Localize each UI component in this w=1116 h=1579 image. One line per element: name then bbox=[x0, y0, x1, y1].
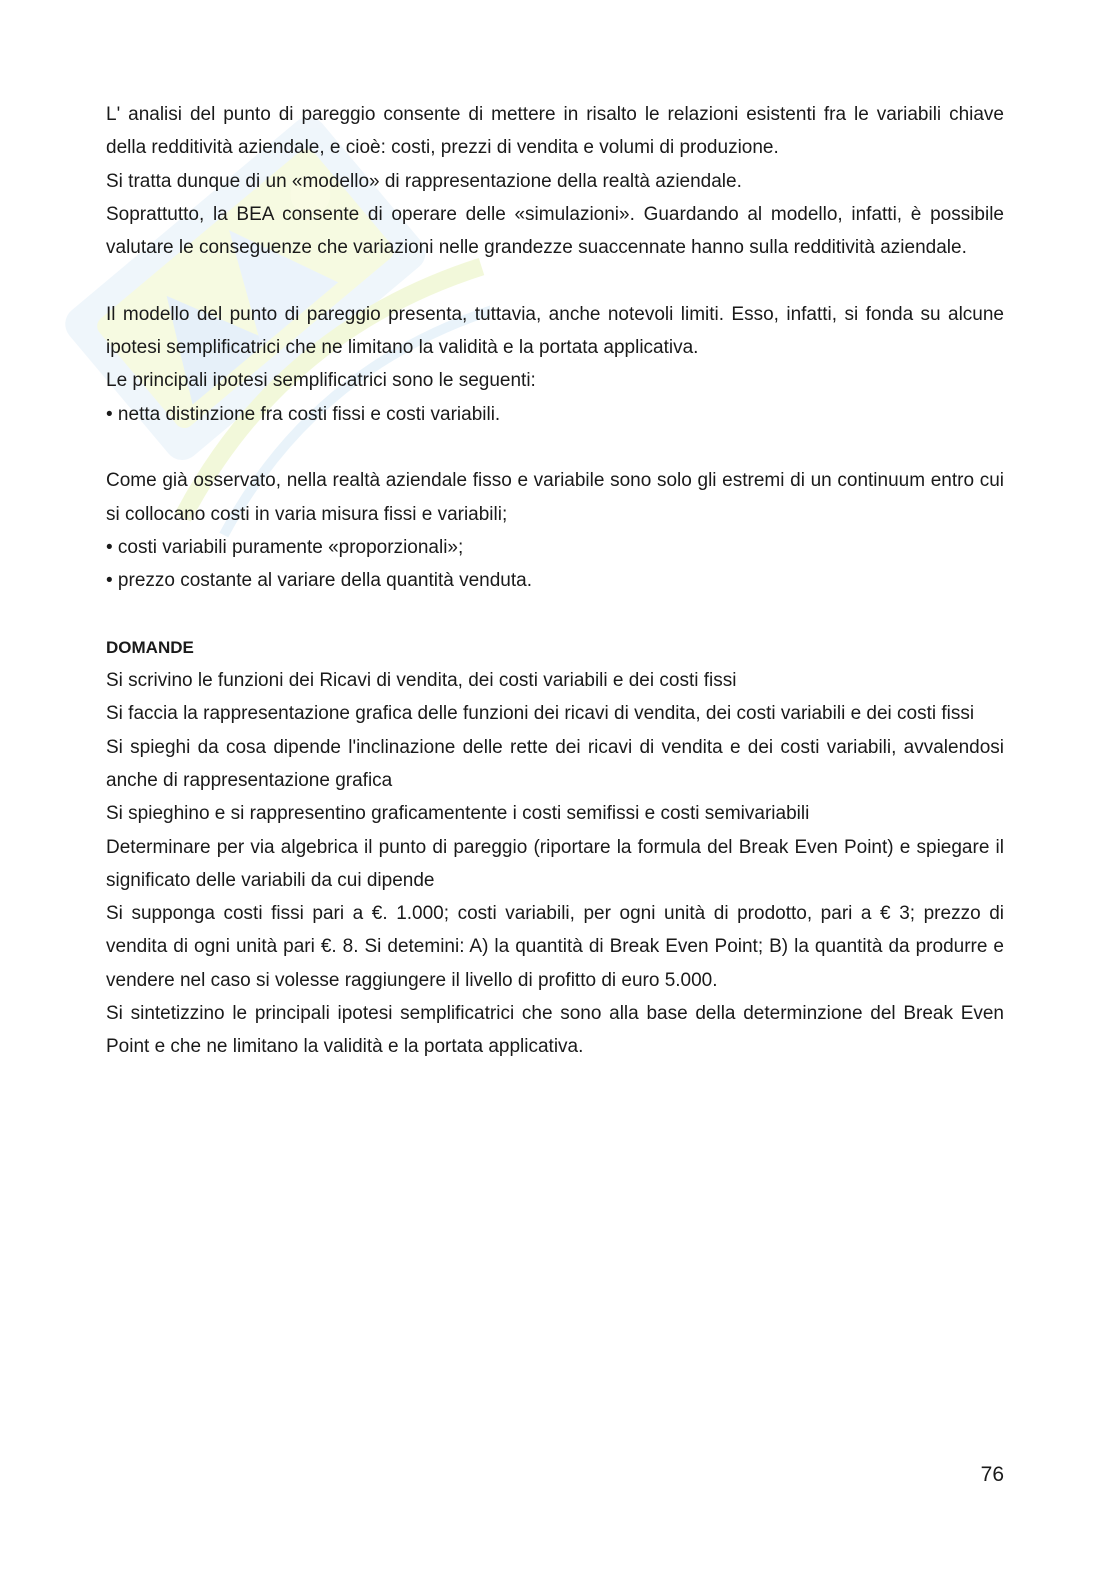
paragraph-ipotesi-intro: Le principali ipotesi semplificatrici sono le seguenti: bbox=[106, 370, 536, 392]
paragraph-modello: Si tratta dunque di un «modello» di rappresentazione della realtà aziendale. bbox=[106, 170, 742, 192]
domanda-item: Si supponga costi fissi pari a €. 1.000; costi variabili, per ogni unità di prodotto, pari a € 3; prezzo di vendita di ogni unità pari €. 8. Si detemini: A) la quantità di Break Even Point; B) la quantità da produrre e vendere nel caso si volesse raggiungere il livello di profitto di euro 5.000. bbox=[106, 903, 1004, 991]
document-body bbox=[106, 98, 1004, 1064]
domanda-item: Si faccia la rappresentazione grafica delle funzioni dei ricavi di vendita, dei costi variabili e dei costi fissi bbox=[106, 703, 975, 725]
domanda-item: Si scrivino le funzioni dei Ricavi di vendita, dei costi variabili e dei costi fissi bbox=[106, 670, 737, 692]
domanda-item: Determinare per via algebrica il punto di pareggio (riportare la formula del Break Even Point) e spiegare il significato delle variabili da cui dipende bbox=[106, 836, 1004, 891]
paragraph-gap bbox=[106, 264, 1004, 297]
paragraph-simulazioni: Soprattutto, la BEA consente di operare delle «simulazioni». Guardando al modello, infatti, è possibile valutare le conseguenze che variazioni nelle grandezze suaccennate hanno sulla redditività aziendale. bbox=[106, 203, 1004, 259]
bullet-costi-fissi-variabili: • netta distinzione fra costi fissi e costi variabili. bbox=[106, 403, 501, 425]
bullet-prezzo-costante: • prezzo costante al variare della quantità venduta. bbox=[106, 570, 532, 592]
paragraph-analisi: L' analisi del punto di pareggio consente di mettere in risalto le relazioni esistenti fra le variabili chiave della redditività aziendale, e cioè: costi, prezzi di vendita e volumi di produzione. bbox=[106, 104, 1004, 159]
paragraph-gap bbox=[106, 431, 1004, 464]
domanda-item: Si spieghi da cosa dipende l'inclinazione delle rette dei ricavi di vendita e dei costi variabili, avvalendosi anche di rappresentazione grafica bbox=[106, 736, 1004, 791]
bullet-costi-proporzionali: • costi variabili puramente «proporzionali»; bbox=[106, 536, 464, 558]
paragraph-limiti: Il modello del punto di pareggio presenta, tuttavia, anche notevoli limiti. Esso, infatti, si fonda su alcune ipotesi semplificatrici che ne limitano la validità e la portata applicativa. bbox=[106, 303, 1004, 359]
paragraph-gap bbox=[106, 597, 1004, 630]
paragraph-continuum: Come già osservato, nella realtà aziendale fisso e variabile sono solo gli estremi di un continuum entro cui si collocano costi in varia misura fissi e variabili; bbox=[106, 470, 1004, 525]
domanda-item: Si spieghino e si rappresentino graficamentente i costi semifissi e costi semivariabili bbox=[106, 803, 810, 825]
domanda-item: Si sintetizzino le principali ipotesi semplificatrici che sono alla base della determinzione del Break Even Point e che ne limitano la validità e la portata applicativa. bbox=[106, 1003, 1004, 1058]
page-number: 76 bbox=[980, 1463, 1004, 1486]
domande-heading: DOMANDE bbox=[106, 637, 194, 657]
